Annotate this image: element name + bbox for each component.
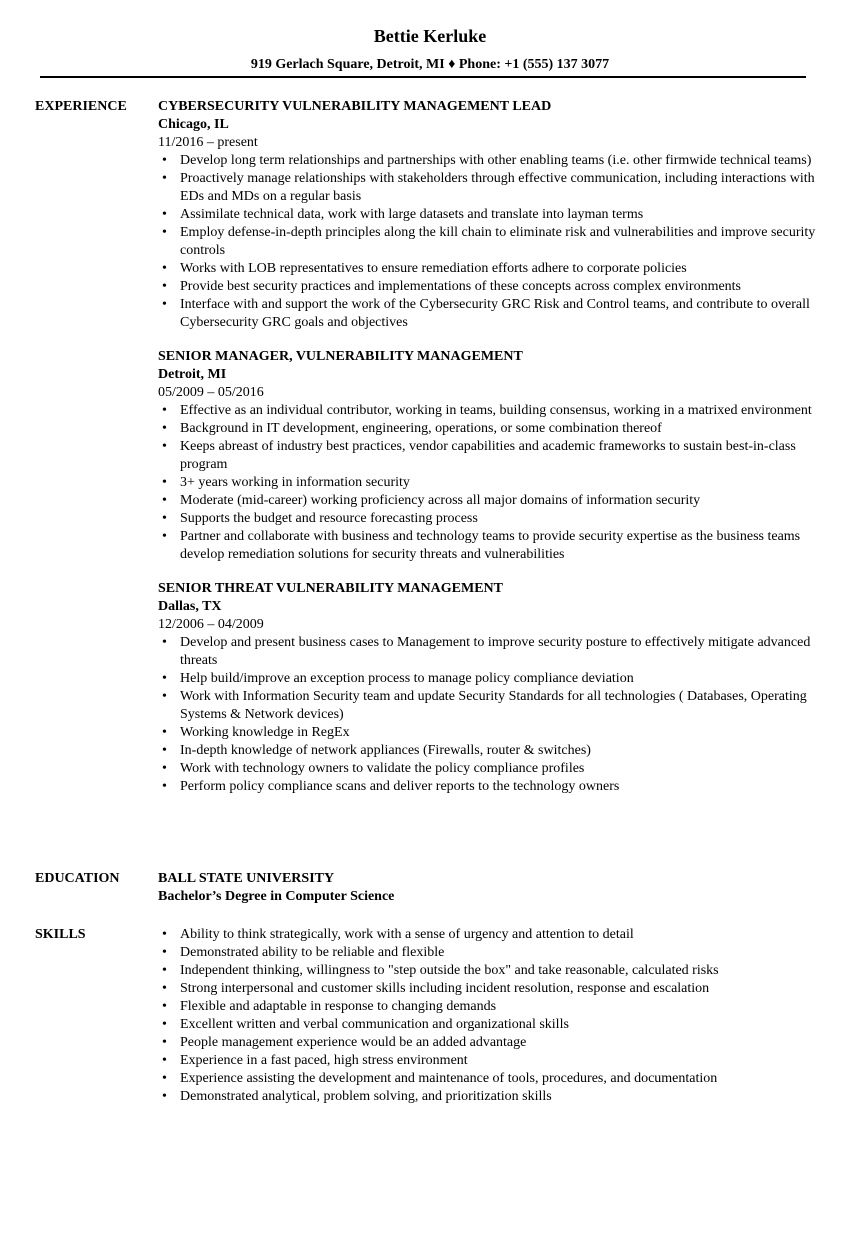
section-heading-skills: SKILLS <box>35 927 86 942</box>
list-item: • Moderate (mid-career) working proficiency across all major domains of information security <box>158 492 818 510</box>
list-item: • Strong interpersonal and customer skills including incident resolution, response and escalation <box>158 980 818 998</box>
list-item: • Independent thinking, willingness to "step outside the box" and take reasonable, calculated risks <box>158 962 818 980</box>
list-item: • Experience in a fast paced, high stress environment <box>158 1052 818 1070</box>
list-item: • Develop long term relationships and partnerships with other enabling teams (i.e. other firmwide technical teams) <box>158 152 818 170</box>
job-dates: 12/2006 – 04/2009 <box>158 617 264 632</box>
job-entry <box>158 348 818 564</box>
list-item: • Effective as an individual contributor, working in teams, building consensus, working in a matrixed environment <box>158 402 818 420</box>
list-item: • Supports the budget and resource forecasting process <box>158 510 818 528</box>
list-item: • Keeps abreast of industry best practices, vendor capabilities and academic frameworks to sustain best-in-class program <box>158 438 818 474</box>
list-item: • Demonstrated ability to be reliable and flexible <box>158 944 818 962</box>
header-divider <box>40 76 806 78</box>
list-item: • Assimilate technical data, work with large datasets and translate into layman terms <box>158 206 818 224</box>
list-item: • Work with technology owners to validate the policy compliance profiles <box>158 760 818 778</box>
list-item: • Demonstrated analytical, problem solving, and prioritization skills <box>158 1088 818 1106</box>
job-bullets <box>158 634 818 796</box>
job-location: Dallas, TX <box>158 599 222 614</box>
list-item: • Excellent written and verbal communication and organizational skills <box>158 1016 818 1034</box>
degree: Bachelor’s Degree in Computer Science <box>158 889 395 904</box>
list-item: • Provide best security practices and implementations of these concepts across complex environments <box>158 278 818 296</box>
job-bullets <box>158 152 818 332</box>
resume-header <box>0 24 860 74</box>
list-item: • Background in IT development, engineering, operations, or some combination thereof <box>158 420 818 438</box>
job-dates: 11/2016 – present <box>158 135 258 150</box>
job-entry <box>158 580 818 796</box>
job-location: Chicago, IL <box>158 117 229 132</box>
list-item: • In-depth knowledge of network appliances (Firewalls, router & switches) <box>158 742 818 760</box>
job-bullets <box>158 402 818 564</box>
job-title: CYBERSECURITY VULNERABILITY MANAGEMENT LEAD <box>158 99 552 114</box>
contact-line: 919 Gerlach Square, Detroit, MI ♦ Phone: +1 (555) 137 3077 <box>250 57 610 72</box>
section-heading-education: EDUCATION <box>35 871 120 886</box>
list-item: • Ability to think strategically, work with a sense of urgency and attention to detail <box>158 926 818 944</box>
list-item: • Flexible and adaptable in response to changing demands <box>158 998 818 1016</box>
job-title: SENIOR MANAGER, VULNERABILITY MANAGEMENT <box>158 349 523 364</box>
skills-list <box>158 926 818 1106</box>
list-item: • Partner and collaborate with business and technology teams to provide security expertise as the business teams develop remediation solutions for security threats and vulnerabilities <box>158 528 818 564</box>
list-item: • 3+ years working in information security <box>158 474 818 492</box>
list-item: • Develop and present business cases to Management to improve security posture to effectively mitigate advanced threats <box>158 634 818 670</box>
section-heading-experience: EXPERIENCE <box>35 99 127 114</box>
list-item: • People management experience would be an added advantage <box>158 1034 818 1052</box>
list-item: • Proactively manage relationships with stakeholders through effective communication, including interactions with EDs and MDs on a regular basis <box>158 170 818 206</box>
list-item: • Interface with and support the work of the Cybersecurity GRC Risk and Control teams, and contribute to overall Cybersecurity GRC goals and objectives <box>158 296 818 332</box>
job-dates: 05/2009 – 05/2016 <box>158 385 264 400</box>
candidate-name: Bettie Kerluke <box>373 26 487 46</box>
list-item: • Working knowledge in RegEx <box>158 724 818 742</box>
list-item: • Works with LOB representatives to ensure remediation efforts adhere to corporate policies <box>158 260 818 278</box>
list-item: • Experience assisting the development and maintenance of tools, procedures, and documentation <box>158 1070 818 1088</box>
job-entry <box>158 98 818 332</box>
list-item: • Employ defense-in-depth principles along the kill chain to eliminate risk and vulnerabilities and improve security controls <box>158 224 818 260</box>
list-item: • Work with Information Security team and update Security Standards for all technologies ( Databases, Operating Systems & Network devices) <box>158 688 818 724</box>
job-location: Detroit, MI <box>158 367 227 382</box>
school-name: BALL STATE UNIVERSITY <box>158 871 335 886</box>
list-item: • Perform policy compliance scans and deliver reports to the technology owners <box>158 778 818 796</box>
job-title: SENIOR THREAT VULNERABILITY MANAGEMENT <box>158 581 504 596</box>
list-item: • Help build/improve an exception process to manage policy compliance deviation <box>158 670 818 688</box>
